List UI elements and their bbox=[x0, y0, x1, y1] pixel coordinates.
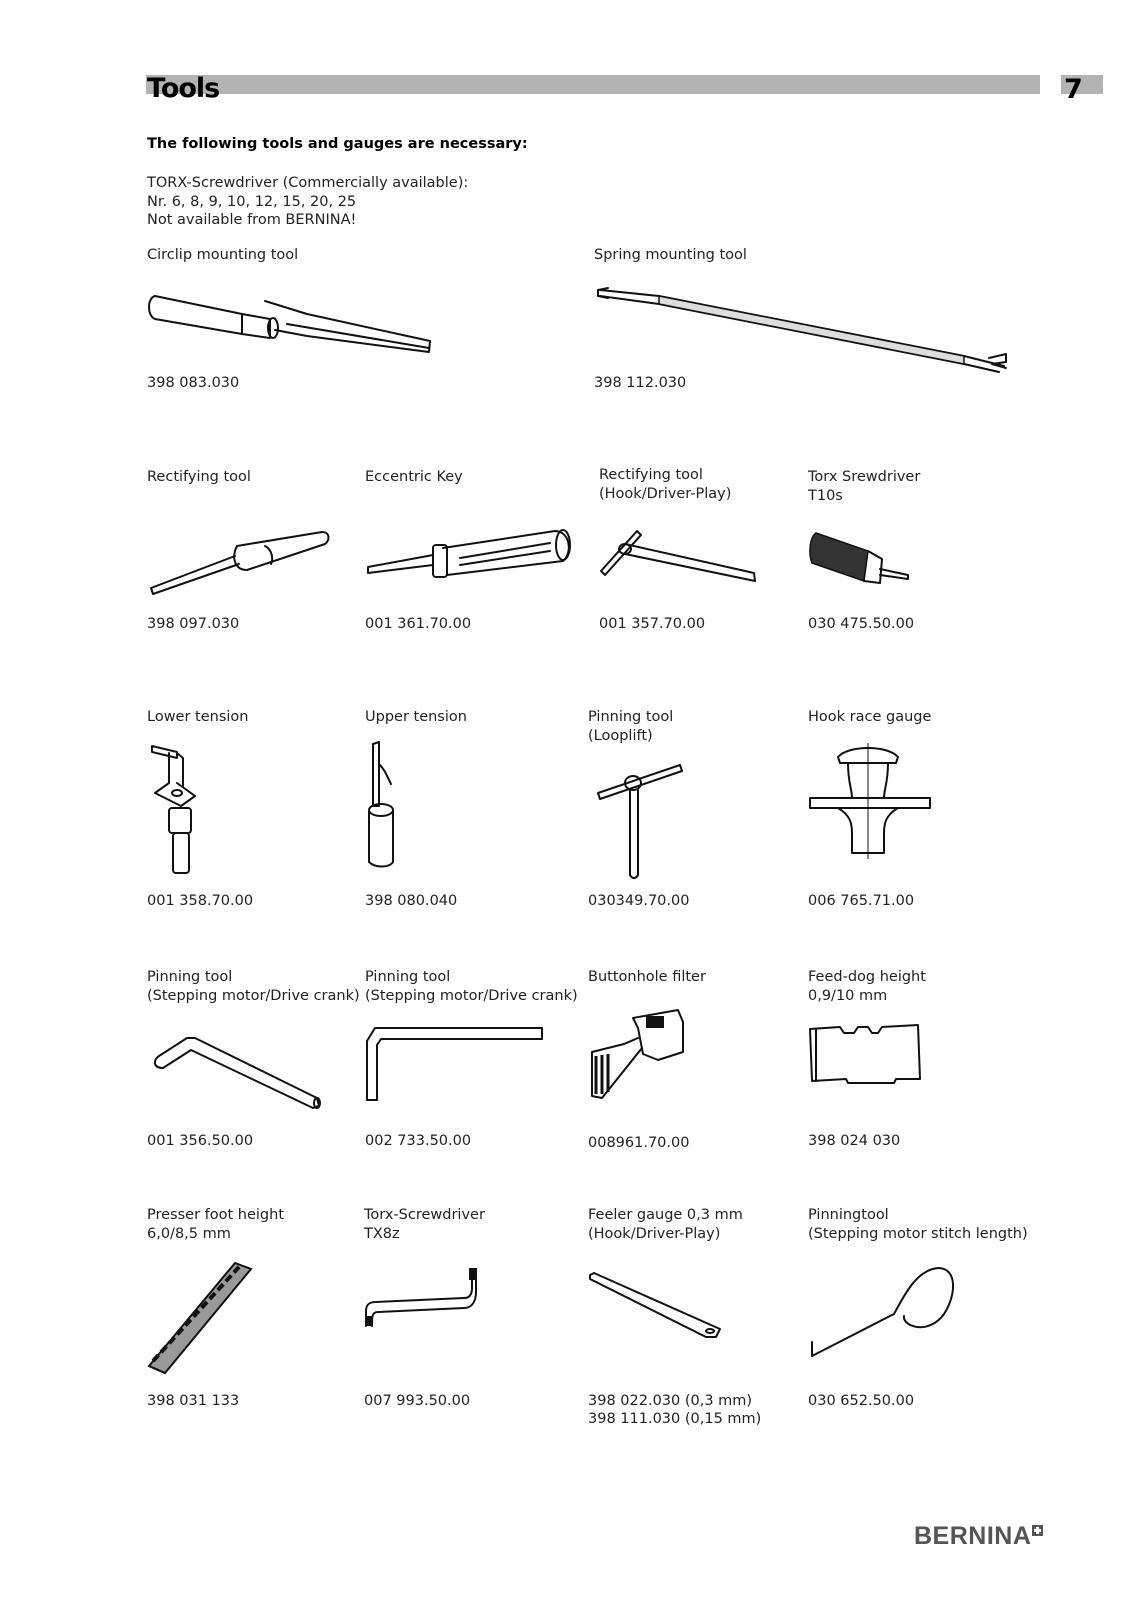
part-number: 030 652.50.00 bbox=[808, 1393, 915, 1409]
tool-label-sub: T10s bbox=[808, 487, 843, 504]
part-number: 001 361.70.00 bbox=[365, 616, 472, 632]
t-handle-tool-icon bbox=[599, 521, 799, 601]
tool-label-sub: (Stepping motor/Drive crank) bbox=[147, 987, 360, 1004]
part-number: 002 733.50.00 bbox=[365, 1133, 472, 1149]
spring-mounting-tool-icon bbox=[594, 286, 1014, 376]
torx-screwdriver-icon bbox=[808, 523, 928, 593]
part-number: 030 475.50.00 bbox=[808, 616, 915, 632]
part-number: 398 097.030 bbox=[147, 616, 240, 632]
tool-label: Rectifying tool bbox=[599, 467, 703, 483]
tool-item bbox=[808, 708, 1018, 908]
torx-l-key-icon bbox=[364, 1266, 484, 1336]
intro-line: TORX-Screwdriver (Commercially available): bbox=[147, 175, 469, 191]
tool-item bbox=[365, 708, 575, 908]
tool-label: Presser foot height bbox=[147, 1207, 285, 1223]
part-number: 398 031 133 bbox=[147, 1393, 240, 1409]
tool-item bbox=[365, 468, 590, 638]
l-pin-icon bbox=[365, 1023, 555, 1113]
tool-item bbox=[147, 1206, 357, 1436]
hook-race-gauge-icon bbox=[808, 743, 938, 883]
part-number: 030349.70.00 bbox=[588, 893, 690, 909]
tool-item bbox=[594, 246, 1024, 396]
tool-label: Eccentric Key bbox=[365, 469, 463, 485]
part-number: 008961.70.00 bbox=[588, 1135, 690, 1151]
tool-item bbox=[808, 1206, 1038, 1436]
header-bar bbox=[146, 75, 1040, 94]
part-number: 398 112.030 bbox=[594, 375, 687, 391]
tool-item bbox=[599, 466, 799, 638]
tool-label: Pinning tool bbox=[588, 709, 674, 725]
intro-line: Not available from BERNINA! bbox=[147, 212, 357, 228]
tool-label: Pinningtool bbox=[808, 1207, 889, 1223]
eccentric-key-icon bbox=[365, 523, 585, 593]
tool-label-sub: (Stepping motor/Drive crank) bbox=[365, 987, 578, 1004]
brand-name: BERNINA bbox=[914, 1522, 1032, 1550]
part-number: 398 024 030 bbox=[808, 1133, 901, 1149]
page-title: Tools bbox=[147, 73, 220, 104]
rectifying-screwdriver-icon bbox=[147, 528, 347, 598]
tool-label: Pinning tool bbox=[147, 969, 233, 985]
tool-label: Torx-Screwdriver bbox=[364, 1207, 485, 1223]
part-number: 001 356.50.00 bbox=[147, 1133, 254, 1149]
tool-label: Torx Srewdriver bbox=[808, 469, 921, 485]
tool-item bbox=[588, 968, 788, 1158]
tool-label-sub: TX8z bbox=[364, 1225, 400, 1242]
pinning-tool-looplift-icon bbox=[588, 763, 708, 893]
tool-item bbox=[147, 968, 362, 1158]
page-number: 7 bbox=[1064, 74, 1083, 105]
part-number: 007 993.50.00 bbox=[364, 1393, 471, 1409]
tool-item bbox=[588, 708, 788, 908]
upper-tension-gauge-icon bbox=[365, 738, 425, 878]
tool-label: Feeler gauge 0,3 mm bbox=[588, 1207, 743, 1223]
presser-foot-gauge-icon bbox=[147, 1261, 267, 1381]
tool-label: Circlip mounting tool bbox=[147, 247, 299, 263]
feed-dog-gauge-icon bbox=[808, 1023, 928, 1093]
intro-text bbox=[147, 174, 468, 230]
part-number: 398 080.040 bbox=[365, 893, 458, 909]
feeler-gauge-icon bbox=[588, 1271, 738, 1351]
tool-item bbox=[588, 1206, 798, 1436]
intro-line: Nr. 6, 8, 9, 10, 12, 15, 20, 25 bbox=[147, 193, 357, 210]
hex-key-icon bbox=[147, 1028, 337, 1118]
tool-label-sub: 6,0/8,5 mm bbox=[147, 1225, 231, 1242]
swiss-cross-icon bbox=[1032, 1525, 1043, 1536]
tool-item bbox=[147, 246, 577, 396]
loop-pin-icon bbox=[808, 1256, 968, 1366]
part-number: 006 765.71.00 bbox=[808, 893, 915, 909]
part-number-secondary: 398 111.030 (0,15 mm) bbox=[588, 1411, 762, 1427]
tool-label: Spring mounting tool bbox=[594, 247, 747, 263]
tool-label: Hook race gauge bbox=[808, 709, 932, 725]
part-number: 398 083.030 bbox=[147, 375, 240, 391]
part-number: 398 022.030 (0,3 mm) bbox=[588, 1393, 753, 1409]
tool-label-sub: (Looplift) bbox=[588, 727, 653, 744]
tool-label-sub: (Stepping motor stitch length) bbox=[808, 1225, 1028, 1242]
tool-item bbox=[808, 968, 1018, 1158]
tool-label: Upper tension bbox=[365, 709, 467, 725]
tool-label: Rectifying tool bbox=[147, 469, 251, 485]
tool-item bbox=[808, 468, 1008, 638]
part-number: 001 357.70.00 bbox=[599, 616, 706, 632]
tool-label: Lower tension bbox=[147, 709, 249, 725]
tool-item bbox=[365, 968, 580, 1158]
tool-label-sub: (Hook/Driver-Play) bbox=[599, 485, 732, 502]
buttonhole-filter-icon bbox=[588, 1008, 698, 1108]
lower-tension-gauge-icon bbox=[147, 738, 227, 878]
tool-label-sub: (Hook/Driver-Play) bbox=[588, 1225, 721, 1242]
tool-label: Buttonhole filter bbox=[588, 969, 706, 985]
circlip-mounting-tool-icon bbox=[147, 286, 447, 356]
tool-label-sub: 0,9/10 mm bbox=[808, 987, 888, 1004]
bernina-logo bbox=[914, 1522, 1043, 1551]
part-number: 001 358.70.00 bbox=[147, 893, 254, 909]
intro-heading: The following tools and gauges are necessary: bbox=[147, 136, 528, 152]
tool-label: Pinning tool bbox=[365, 969, 451, 985]
tool-item bbox=[147, 708, 357, 908]
tool-label: Feed-dog height bbox=[808, 969, 926, 985]
tool-item bbox=[364, 1206, 574, 1436]
tool-item bbox=[147, 468, 357, 638]
